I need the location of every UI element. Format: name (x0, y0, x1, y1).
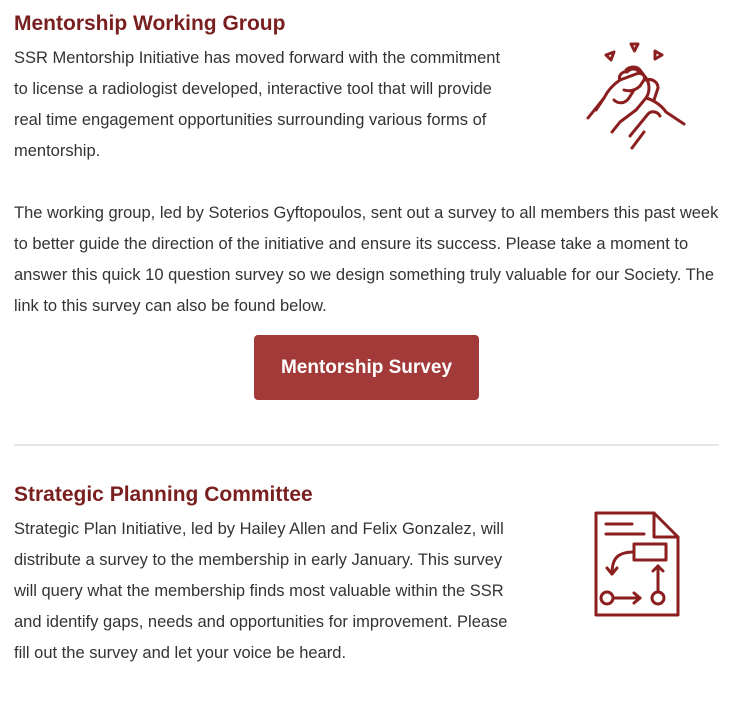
mentorship-intro: SSR Mentorship Initiative has moved forward with the commitment to license a radiologist developed, interactive tool that will provide real time engagement opportunities surrounding various forms of mentorship. (14, 49, 501, 160)
handshake-celebration-icon (584, 40, 690, 157)
mentorship-body: The working group, led by Soterios Gyftopoulos, sent out a survey to all members this past week to better guide the direction of the initiative and ensure its success. Please take a moment to answer this quick 10 question survey so we design something truly valuable for our Society. The link to this survey can also be found below. (14, 204, 719, 315)
mentorship-title: Mentorship Working Group (14, 12, 286, 35)
mentorship-survey-button[interactable]: Mentorship Survey (254, 335, 479, 400)
strategy-document-icon (592, 510, 682, 625)
section-divider (14, 444, 719, 446)
strategic-intro: Strategic Plan Initiative, led by Hailey Allen and Felix Gonzalez, will distribute a survey to the membership in early January. This survey will query what the membership finds most valuable within the SSR and identify gaps, needs and opportunities for improvement. Please fill out the survey and let your voice be heard. (14, 520, 508, 662)
strategic-title: Strategic Planning Committee (14, 483, 313, 506)
